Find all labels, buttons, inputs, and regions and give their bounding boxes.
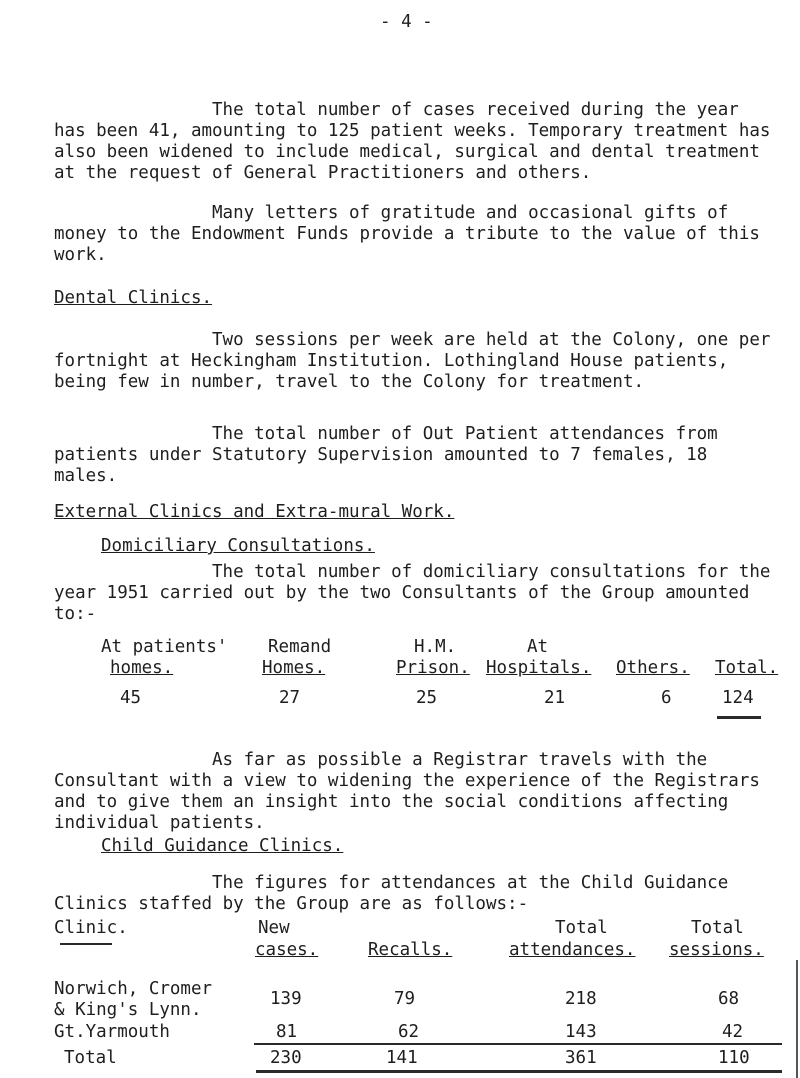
value-hospitals: 21 (544, 688, 566, 708)
header-patients-homes-line2: homes. (110, 658, 174, 678)
header-remand-line2: Homes. (262, 658, 326, 678)
heading-external-clinics: External Clinics and Extra-mural Work. (54, 502, 455, 522)
total-label: Total (64, 1048, 117, 1068)
row-norwich-new: 139 (270, 989, 302, 1009)
header-recalls: Recalls. (368, 940, 453, 960)
paragraph-child-figures: The figures for attendances at the Child Guidance Clinics staffed by the Group are as follows:- (54, 873, 729, 914)
header-total-sessions-line1: Total (691, 918, 744, 938)
value-patients-homes: 45 (120, 688, 142, 708)
clinic-underline (60, 943, 112, 945)
header-clinic: Clinic. (54, 918, 128, 938)
header-total-attendances-line1: Total (555, 918, 608, 938)
heading-domiciliary-consultations: Domiciliary Consultations. (101, 536, 375, 556)
page-edge-mark (796, 960, 798, 1078)
row-norwich-clinic-line1: Norwich, Cromer (54, 979, 213, 999)
row-norwich-clinic-line2: & King's Lynn. (54, 1000, 202, 1020)
header-total-attendances-line2: attendances. (509, 940, 636, 960)
paragraph-domiciliary-total: The total number of domiciliary consultations for the year 1951 carried out by the two Consultants of the Group amounted to:- (54, 562, 771, 624)
total-sessions: 110 (718, 1048, 750, 1068)
heading-child-guidance: Child Guidance Clinics. (101, 836, 344, 856)
header-prison-line2: Prison. (396, 658, 470, 678)
row-norwich-attendances: 218 (565, 989, 597, 1009)
row-yarmouth-sessions: 42 (722, 1022, 744, 1042)
row-yarmouth-new: 81 (276, 1022, 298, 1042)
total-double-underline (256, 1070, 782, 1073)
total-underline (717, 716, 761, 719)
row-norwich-sessions: 68 (718, 989, 740, 1009)
paragraph-cases-received: The total number of cases received during the year has been 41, amounting to 125 patient weeks. Temporary treatment has also been widened to include medical, surgical and dental treatment at the request of General Practitioners and others. (54, 100, 771, 183)
header-new-line1: New (258, 918, 290, 938)
total-new: 230 (270, 1048, 302, 1068)
row-yarmouth-attendances: 143 (565, 1022, 597, 1042)
header-hospitals-line1: At (527, 637, 549, 657)
value-total: 124 (722, 688, 754, 708)
paragraph-registrar: As far as possible a Registrar travels with the Consultant with a view to widening the experience of the Registrars and to give them an insight into the social conditions affecting individual patients. (54, 750, 760, 833)
header-others: Others. (616, 658, 690, 678)
paragraph-dental-sessions: Two sessions per week are held at the Colony, one per fortnight at Heckingham Institution. Lothingland House patients, being few in number, travel to the Colony for treatment. (54, 330, 771, 392)
row-yarmouth-recalls: 62 (398, 1022, 420, 1042)
row-separator (254, 1043, 782, 1045)
header-total-sessions-line2: sessions. (669, 940, 764, 960)
value-prison: 25 (416, 688, 438, 708)
page-number: - 4 - (380, 12, 433, 32)
value-others: 6 (661, 688, 672, 708)
header-total: Total. (715, 658, 779, 678)
row-yarmouth-clinic: Gt.Yarmouth (54, 1022, 170, 1042)
value-remand-homes: 27 (279, 688, 301, 708)
row-norwich-recalls: 79 (394, 989, 416, 1009)
header-remand-line1: Remand (268, 637, 332, 657)
paragraph-out-patient: The total number of Out Patient attendances from patients under Statutory Supervision amounted to 7 females, 18 males. (54, 424, 718, 486)
heading-dental-clinics: Dental Clinics. (54, 288, 213, 308)
header-new-line2: cases. (255, 940, 319, 960)
header-hospitals-line2: Hospitals. (486, 658, 592, 678)
total-attendances: 361 (565, 1048, 597, 1068)
total-recalls: 141 (386, 1048, 418, 1068)
header-patients-homes-line1: At patients' (101, 637, 228, 657)
header-prison-line1: H.M. (414, 637, 457, 657)
paragraph-gratitude: Many letters of gratitude and occasional gifts of money to the Endowment Funds provide a tribute to the value of this work. (54, 203, 760, 265)
